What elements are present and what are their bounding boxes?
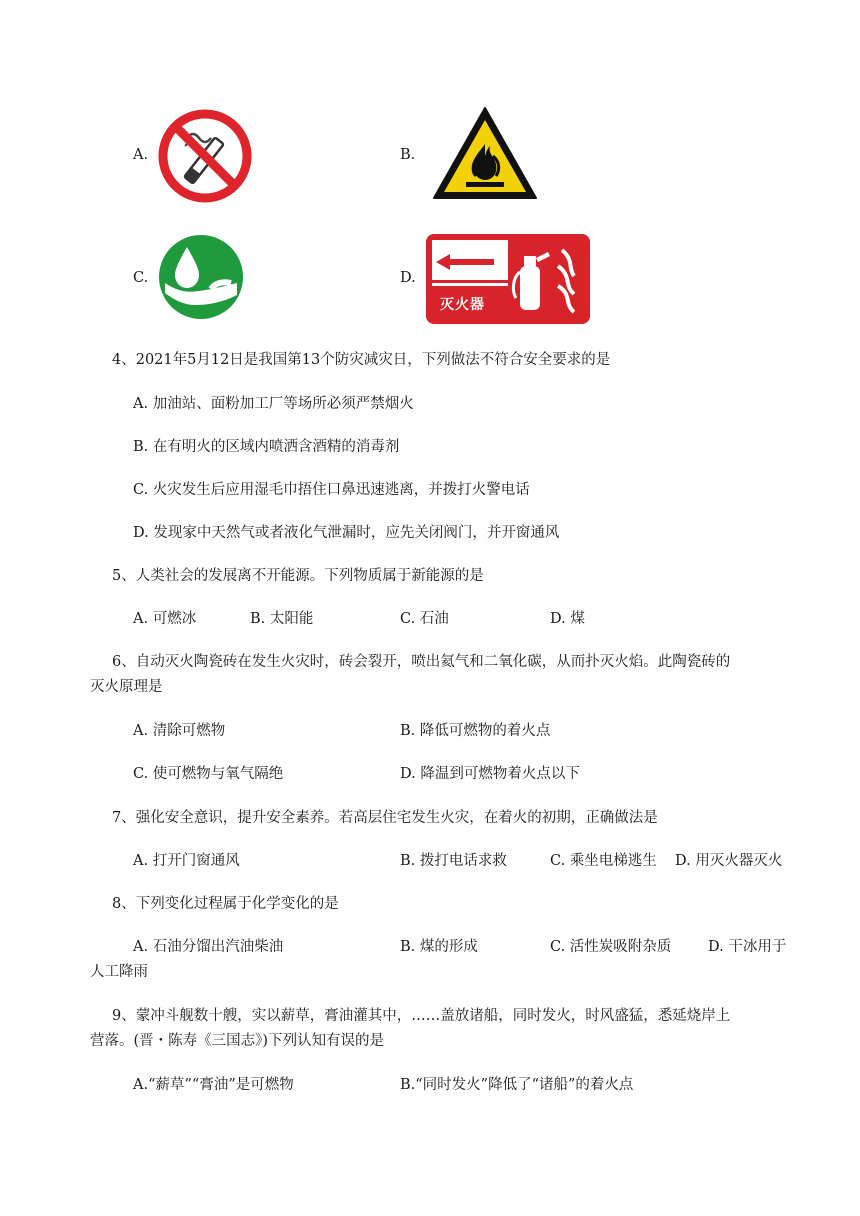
question-8-stem: 8、下列变化过程属于化学变化的是: [112, 896, 339, 912]
question-5-stem: 5、人类社会的发展离不开能源。下列物质属于新能源的是: [112, 568, 484, 584]
question-6-stem-line-2: 灭火原理是: [90, 679, 163, 695]
question-9-stem-line-2: 营落。(晋・陈寿《三国志》)下列认知有误的是: [90, 1033, 385, 1049]
question-6-option-c: C. 使可燃物与氧气隔绝: [133, 766, 284, 782]
question-8-option-d-line-2: 人工降雨: [90, 964, 148, 980]
question-4-option-d: D. 发现家中天然气或者液化气泄漏时，应先关闭阀门，并开窗通风: [133, 525, 560, 541]
fire-extinguisher-sign: [424, 232, 592, 326]
option-c-label: C.: [133, 270, 149, 286]
question-6-stem-line-1: 6、自动灭火陶瓷砖在发生火灾时，砖会裂开，喷出氦气和二氧化碳，从而扑灭火焰。此陶瓷砖的: [112, 654, 731, 670]
question-7-option-c: C. 乘坐电梯逃生: [550, 853, 657, 869]
question-9-stem-line-1: 9、蒙冲斗舰数十艘，实以薪草，膏油灌其中，……盖放诸船，同时发火，时风盛猛，悉延烧岸上: [112, 1008, 731, 1024]
question-7-option-b: B. 拨打电话求救: [400, 853, 507, 869]
question-4-stem: 4、2021年5月12日是我国第13个防灾减灾日，下列做法不符合安全要求的是: [112, 352, 611, 368]
question-5-option-b: B. 太阳能: [250, 611, 314, 627]
question-7-option-a: A. 打开门窗通风: [133, 853, 240, 869]
no-smoking-sign-icon: [157, 108, 253, 204]
question-6-option-a: A. 清除可燃物: [133, 723, 226, 739]
question-8-option-d-line-1: D. 干冰用于: [708, 939, 787, 955]
question-8-option-a: A. 石油分馏出汽油柴油: [133, 939, 284, 955]
question-5-option-d: D. 煤: [550, 611, 585, 627]
question-7-option-d: D. 用灭火器灭火: [675, 853, 783, 869]
question-9-option-b: B.“同时发火”降低了“诸船”的着火点: [400, 1077, 634, 1093]
question-8-option-c: C. 活性炭吸附杂质: [550, 939, 672, 955]
option-a-label: A.: [133, 147, 149, 163]
extinguisher-label: 灭火器: [440, 297, 485, 313]
question-4-option-a: A. 加油站、面粉加工厂等场所必须严禁烟火: [133, 396, 414, 412]
question-9-option-a: A.“薪草”“膏油”是可燃物: [133, 1077, 294, 1093]
flammable-warning-sign-icon: [430, 104, 540, 202]
option-d-label: D.: [400, 270, 416, 286]
question-5-option-c: C. 石油: [400, 611, 449, 627]
question-4-option-b: B. 在有明火的区域内喷洒含酒精的消毒剂: [133, 439, 400, 455]
question-8-option-b: B. 煤的形成: [400, 939, 478, 955]
option-b-label: B.: [400, 147, 416, 163]
question-5-option-a: A. 可燃冰: [133, 611, 197, 627]
question-7-stem: 7、强化安全意识，提升安全素养。若高层住宅发生火灾，在着火的初期，正确做法是: [112, 810, 658, 826]
water-saving-sign-icon: [157, 233, 245, 321]
question-4-option-c: C. 火灾发生后应用湿毛巾捂住口鼻迅速逃离，并拨打火警电话: [133, 482, 530, 498]
question-6-option-b: B. 降低可燃物的着火点: [400, 723, 551, 739]
question-6-option-d: D. 降温到可燃物着火点以下: [400, 766, 580, 782]
